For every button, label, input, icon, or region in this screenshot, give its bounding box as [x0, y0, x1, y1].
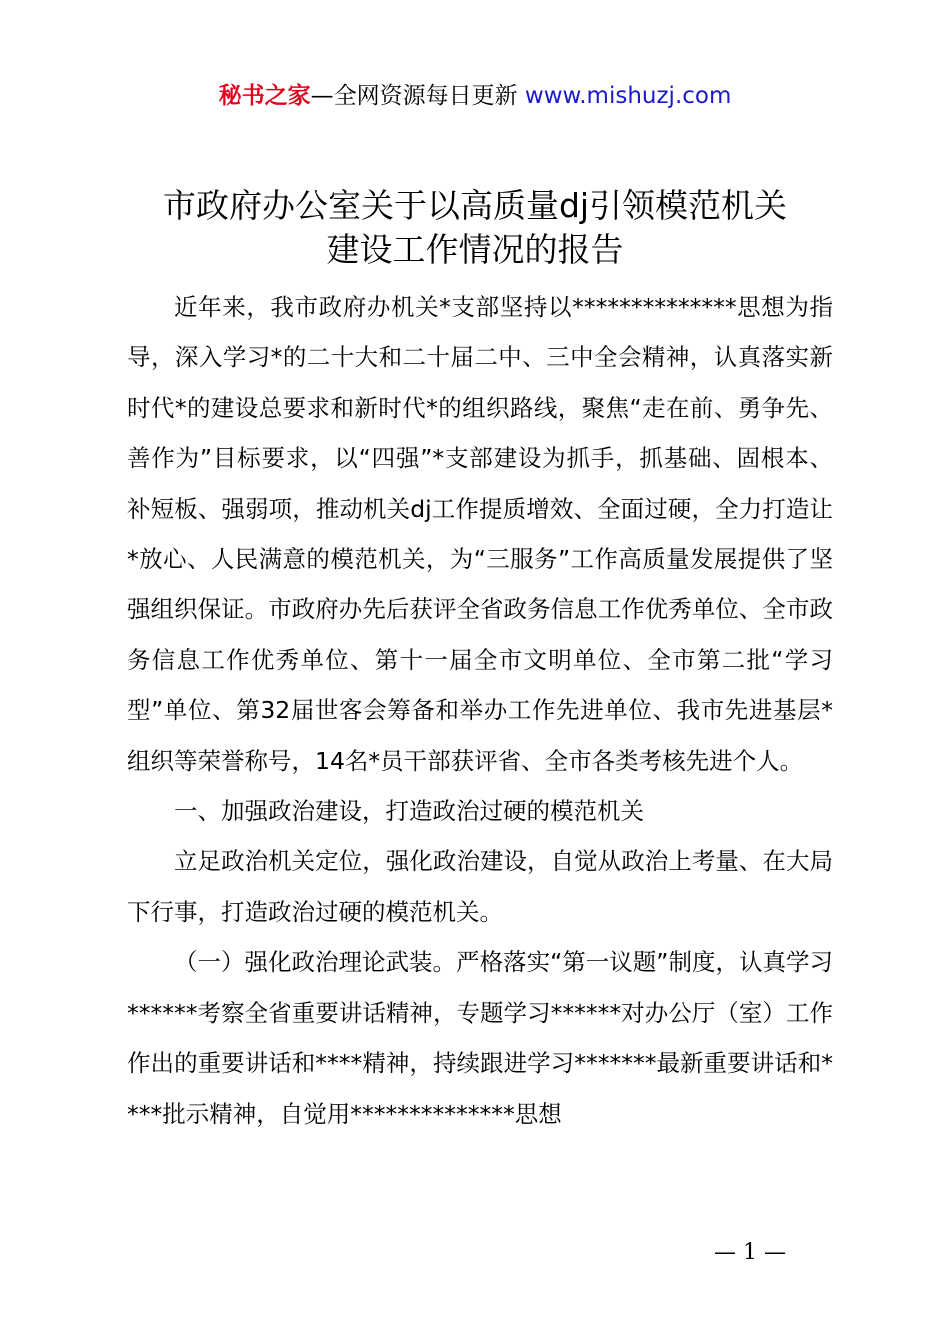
subsection-1-paragraph: （一）强化政治理论武装。严格落实“第一议题”制度，认真学习******考察全省重要讲话精神，专题学习******对办公厅（室）工作作出的重要讲话和****精神，持续跟进学习*******最新重要讲话和****批示精神，自觉用**************思想: [127, 948, 833, 1128]
title-line-1: 市政府办公室关于以高质量dj引领模范机关: [162, 186, 788, 225]
site-header: [0, 80, 950, 112]
document-title: [110, 184, 840, 272]
intro-paragraph: 近年来，我市政府办机关*支部坚持以**************思想为指导，深入学习*的二十大和二十届二中、三中全会精神，认真落实新时代*的建设总要求和新时代*的组织路线，聚焦“走在前、勇争先、善作为”目标要求，以“四强”*支部建设为抓手，抓基础、固根本、补短板、强弱项，推动机关dj工作提质增效、全面过硬，全力打造让*放心、人民满意的模范机关，为“三服务”工作高质量发展提供了坚强组织保证。市政府办先后获评全省政务信息工作优秀单位、全市政务信息工作优秀单位、第十一届全市文明单位、全市第二批“学习型”单位、第32届世客会筹备和举办工作先进单位、我市先进基层*组织等荣誉称号，14名*员干部获评省、全市各类考核先进个人。: [127, 293, 833, 775]
site-brand: 秘书之家: [218, 83, 311, 109]
title-line-2: 建设工作情况的报告: [326, 230, 624, 269]
section-heading-1: 一、加强政治建设，打造政治过硬的模范机关: [174, 797, 644, 826]
page-number: — 1 —: [714, 1240, 786, 1265]
site-url-link[interactable]: www.mishuzj.com: [524, 83, 732, 109]
site-tagline: —全网资源每日更新: [310, 83, 518, 109]
section-1-intro-paragraph: 立足政治机关定位，强化政治建设，自觉从政治上考量、在大局下行事，打造政治过硬的模范机关。: [127, 847, 833, 926]
document-body: [127, 282, 833, 1139]
